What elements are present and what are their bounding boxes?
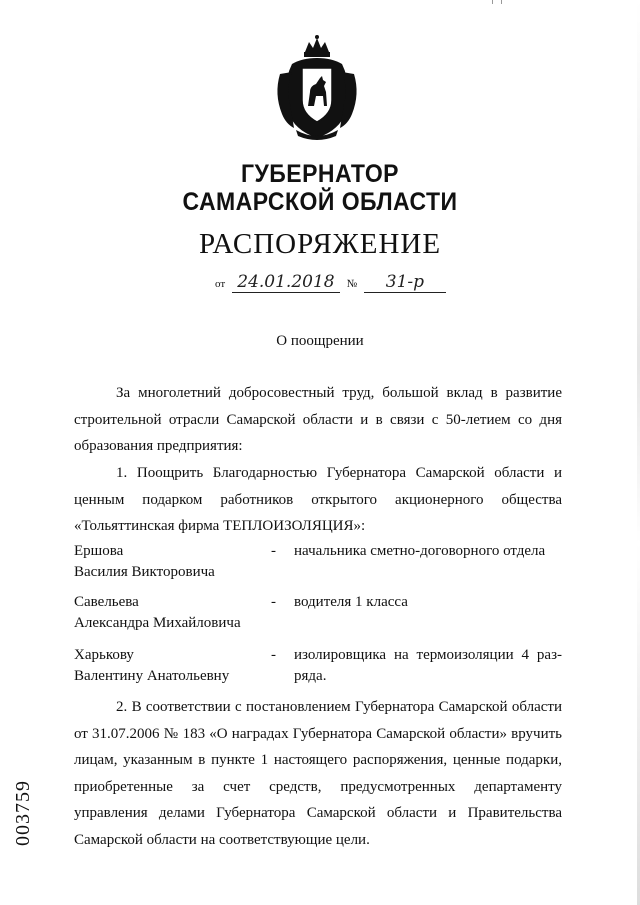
date-number-line bbox=[215, 272, 446, 293]
awardee-given-names: Василия Викторовича bbox=[74, 564, 215, 580]
document-subject: О поощрении bbox=[276, 333, 364, 349]
coat-of-arms-emblem bbox=[272, 34, 362, 144]
org-title-line1: ГУБЕРНАТОР bbox=[241, 160, 399, 188]
awardee-surname: Харькову bbox=[74, 647, 134, 663]
number-value: 31-р bbox=[385, 272, 425, 292]
awardee-dash: - bbox=[271, 594, 276, 610]
item-2-paragraph: 2. В соответствии с постановлением Губернатора Самарской области от 31.07.2006 № 183 «О наградах Губернатора Самарской области» вручить лицам, указанным в пункте 1 настоящего распоряжения, ценные подарки, приобретенные за счет средств, предусмотренных департаменту управления делами Губернатора Самарской области и Правительства Самарской области на соответствующие цели. bbox=[74, 699, 562, 848]
awardee-given-names: Александра Михайловича bbox=[74, 615, 241, 631]
awardee-dash: - bbox=[271, 543, 276, 559]
awardee-given-names: Валентину Анатольевну bbox=[74, 668, 230, 684]
awardee-dash: - bbox=[271, 647, 276, 663]
awardee-position: изолировщика на термоизоляции 4 раз-ряда. bbox=[294, 647, 562, 684]
date-prefix: от bbox=[215, 278, 226, 290]
date-value: 24.01.2018 bbox=[237, 272, 335, 292]
awardee-surname: Ершова bbox=[74, 543, 124, 559]
intro-paragraph: За многолетний добросовестный труд, большой вклад в развитие строительной отрасли Самарской области и в связи с 50-летием со дня образования предприятия: bbox=[74, 385, 562, 454]
document-type: РАСПОРЯЖЕНИЕ bbox=[198, 228, 442, 260]
number-prefix: № bbox=[346, 278, 358, 290]
org-title-line2: САМАРСКОЙ ОБЛАСТИ bbox=[182, 188, 458, 216]
item-1-paragraph: 1. Поощрить Благодарностью Губернатора Самарской области и ценным подарком работников открытого акционерного общества «Тольяттинская фирма ТЕПЛОИЗОЛЯЦИЯ»: bbox=[74, 465, 562, 534]
awardee-position: начальника сметно-договорного отдела bbox=[294, 543, 546, 559]
awardee-position: водителя 1 класса bbox=[294, 594, 408, 610]
registration-number: 003759 bbox=[12, 780, 34, 846]
awardee-surname: Савельева bbox=[74, 594, 139, 610]
scan-edge-mark bbox=[492, 0, 502, 4]
